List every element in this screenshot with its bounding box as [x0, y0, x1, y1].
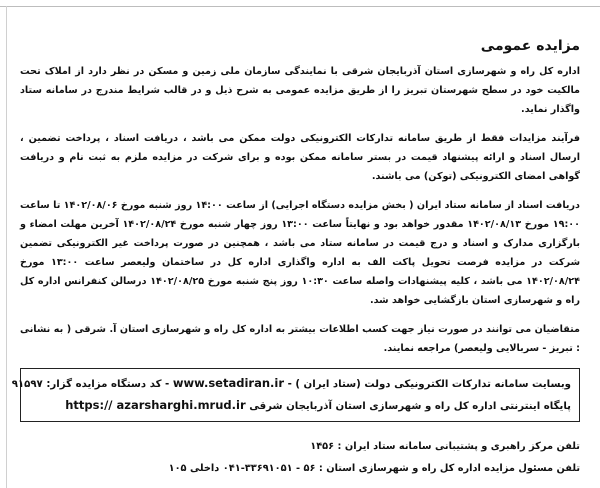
office-website-line [29, 395, 571, 417]
office-website-label: پایگاه اینترنتی اداره کل راه و شهرسازی استان آذربایجان شرقی [249, 401, 571, 412]
notice-title: مزایده عمومی [480, 38, 580, 54]
setad-website-link[interactable]: www.setadiran.ir [172, 376, 285, 390]
setad-website-label: وبسایت سامانه تدارکات الکترونیکی دولت (ستاد ایران ) - [287, 379, 571, 390]
setad-support-phone: تلفن مرکز راهبری و پشتیبانی سامانه ستاد ایران : ۱۴۵۶ [310, 441, 580, 452]
top-divider [0, 6, 600, 7]
setad-website-line [11, 373, 571, 395]
left-divider [6, 6, 7, 488]
auction-officer-phone: تلفن مسئول مزایده اداره کل راه و شهرسازی استان : ۵۶ - ۳۳۶۹۱۰۵۱-۰۴۱ داخلی ۱۰۵ [168, 463, 580, 474]
process-paragraph: فرآیند مزایدات فقط از طریق سامانه تدارکات الکترونیکی دولت ممکن می باشد ، دریافت اسناد ، پرداخت تضمین ، ارسال اسناد و ارائه پیشنهاد قیمت در بستر سامانه ممکن بوده و برای شرکت در مزایده ملزم به ثبت نام و دریافت گواهی امضای الکترونیکی (توکن) می باشند. [20, 133, 580, 182]
intro-paragraph: اداره کل راه و شهرسازی استان آذربایجان شرقی با نمایندگی سازمان ملی زمین و مسکن در نظر دارد از املاک تحت مالکیت خود در سطح شهرستان تبریز را از طریق مزایده عمومی به شرح ذیل و در قالب شرایط مندرج در سامانه ستاد واگذار نماید. [20, 66, 580, 115]
websites-box [11, 368, 580, 422]
contact-info-paragraph: متقاضیان می توانند در صورت نیاز جهت کسب اطلاعات بیشتر به اداره کل راه و شهرسازی استان آ. شرقی ( به نشانی : تبریز - سربالایی ولیعصر) مراجعه نمایند. [20, 324, 580, 354]
office-website-link[interactable]: https:// azarsharghi.mrud.ir [65, 398, 246, 412]
auctioneer-code: - کد دستگاه مزایده گزار: ۹۱۵۹۷ [11, 379, 170, 390]
schedule-paragraph: دریافت اسناد از سامانه ستاد ایران ( بخش مزایده دستگاه اجرایی) از ساعت ۱۴:۰۰ روز شنبه مورخ ۱۴۰۲/۰۸/۰۶ تا ساعت ۱۹:۰۰ مورخ ۱۴۰۲/۰۸/۱۳ مقدور خواهد بود و نهایتاً ساعت ۱۳:۰۰ روز چهار شنبه مورخ ۱۴۰۲/۰۸/۲۴ آخرین مهلت امضاء و بارگزاری مدارک و اسناد و درج قیمت در سامانه ستاد می باشد ، همچنین در صورت پرداخت غیر الکترونیکی تضمین شرکت در مزایده فرصت تحویل پاکت الف به اداره واگذاری اداره کل در ساختمان ولیعصر ساعت ۱۳:۰۰ مورخ ۱۴۰۲/۰۸/۲۴ می باشد ، کلیه پیشنهادات واصله ساعت ۱۰:۳۰ روز پنج شنبه مورخ ۱۴۰۲/۰۸/۲۵ درسالن کنفرانس اداره کل راه و شهرسازی استان بازگشایی خواهد شد. [20, 200, 581, 306]
